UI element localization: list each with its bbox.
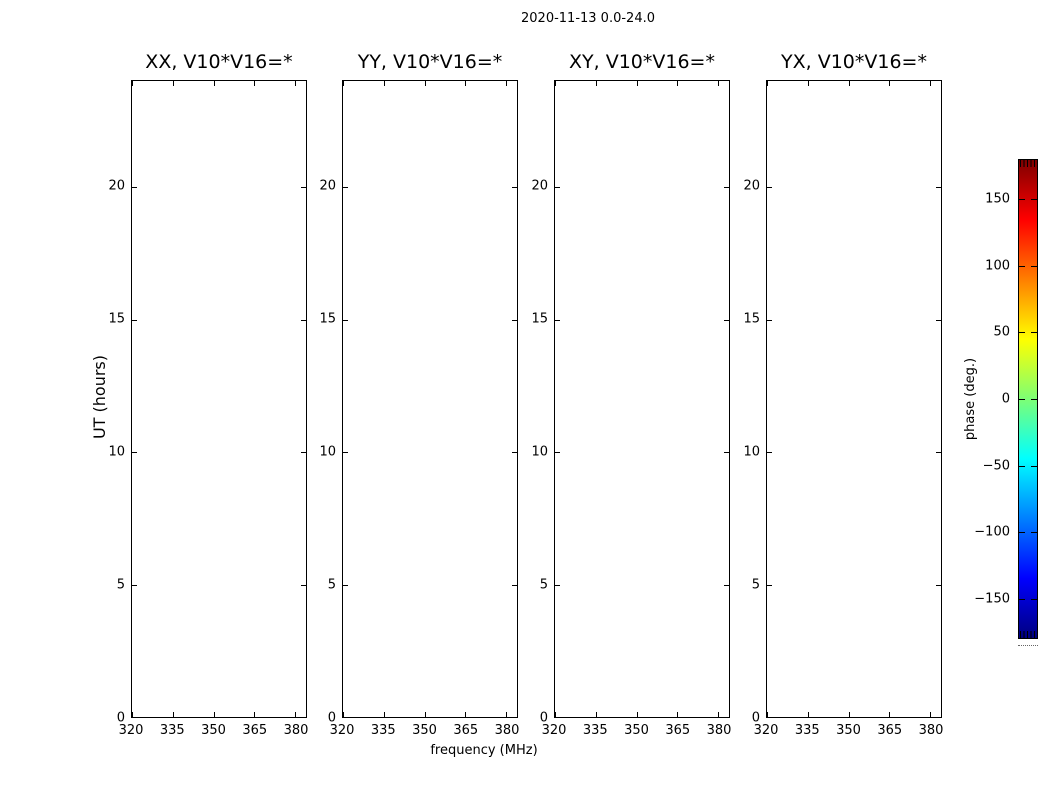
y-tick-mark [301, 187, 306, 188]
y-tick-label: 5 [539, 577, 548, 593]
x-tick-mark [637, 81, 638, 86]
x-tick-mark [767, 81, 768, 86]
colorbar-tick-label: −50 [982, 458, 1010, 474]
x-tick-label: 320 [329, 723, 355, 738]
x-tick-mark [555, 81, 556, 86]
y-tick-label: 10 [319, 444, 336, 460]
y-tick-label: 15 [743, 311, 760, 327]
y-tick-mark [343, 585, 348, 586]
colorbar-tick-mark [1031, 266, 1037, 267]
x-tick-mark [343, 712, 344, 717]
y-tick-mark [512, 320, 517, 321]
colorbar-tick-mark [1019, 332, 1025, 333]
y-tick-label: 15 [108, 311, 125, 327]
x-tick-mark [718, 81, 719, 86]
colorbar-tick-mark [1031, 599, 1037, 600]
y-tick-mark [936, 452, 941, 453]
x-tick-label: 335 [582, 723, 608, 738]
colorbar-tick-mark [1019, 599, 1025, 600]
x-tick-mark [849, 81, 850, 86]
y-tick-mark [132, 585, 137, 586]
x-tick-label: 335 [794, 723, 820, 738]
subplot-title: XY, V10*V16=* [569, 51, 715, 73]
x-tick-mark [849, 712, 850, 717]
colorbar-tick-label: 0 [1001, 391, 1010, 407]
x-tick-label: 350 [201, 723, 226, 738]
colorbar-tick-mark [1031, 532, 1037, 533]
subplot-title: XX, V10*V16=* [145, 51, 293, 73]
y-tick-mark [936, 320, 941, 321]
x-tick-label: 350 [624, 723, 649, 738]
y-tick-mark [555, 452, 560, 453]
x-tick-label: 365 [877, 723, 903, 738]
y-tick-mark [724, 585, 729, 586]
y-tick-mark [936, 585, 941, 586]
x-tick-mark [425, 712, 426, 717]
x-tick-label: 320 [541, 723, 567, 738]
y-tick-mark [512, 187, 517, 188]
x-tick-label: 365 [453, 723, 479, 738]
y-tick-label: 15 [531, 311, 548, 327]
y-tick-mark [343, 320, 348, 321]
x-tick-mark [214, 712, 215, 717]
x-tick-mark [384, 81, 385, 86]
y-tick-mark [936, 187, 941, 188]
x-tick-mark [465, 81, 466, 86]
x-axis-label: frequency (MHz) [430, 743, 538, 758]
x-tick-label: 380 [283, 723, 309, 738]
x-tick-mark [254, 81, 255, 86]
x-tick-label: 380 [706, 723, 732, 738]
x-tick-label: 365 [242, 723, 268, 738]
plot-area [554, 80, 730, 718]
colorbar-tick-label: −100 [974, 524, 1010, 540]
x-tick-mark [132, 81, 133, 86]
y-tick-mark [512, 452, 517, 453]
x-tick-mark [718, 712, 719, 717]
y-axis-label: UT (hours) [90, 354, 109, 440]
x-tick-label: 380 [918, 723, 944, 738]
colorbar-tick-mark [1019, 532, 1025, 533]
x-tick-mark [677, 81, 678, 86]
y-tick-label: 5 [327, 577, 336, 593]
subplot-title: YX, V10*V16=* [781, 51, 927, 73]
y-tick-mark [301, 320, 306, 321]
subplot-title: YY, V10*V16=* [357, 51, 503, 73]
y-tick-label: 10 [108, 444, 125, 460]
colorbar-tick-mark [1031, 399, 1037, 400]
x-tick-label: 335 [159, 723, 185, 738]
x-tick-mark [930, 81, 931, 86]
colorbar-end-hatch-bottom [1020, 631, 1036, 638]
y-tick-mark [132, 320, 137, 321]
y-tick-label: 0 [751, 710, 760, 726]
colorbar-tick-label: −150 [974, 591, 1010, 607]
x-tick-mark [384, 712, 385, 717]
y-tick-label: 0 [327, 710, 336, 726]
colorbar-tick-label: 100 [985, 258, 1010, 274]
y-tick-label: 20 [108, 178, 125, 194]
x-tick-mark [214, 81, 215, 86]
x-tick-label: 320 [118, 723, 144, 738]
x-tick-label: 350 [836, 723, 861, 738]
colorbar-tick-mark [1031, 466, 1037, 467]
y-tick-label: 20 [743, 178, 760, 194]
x-tick-mark [506, 712, 507, 717]
colorbar-tick-mark [1031, 332, 1037, 333]
y-tick-mark [132, 187, 137, 188]
y-tick-mark [767, 452, 772, 453]
figure-title: 2020-11-13 0.0-24.0 [521, 11, 655, 26]
plot-area [766, 80, 942, 718]
y-tick-mark [555, 320, 560, 321]
y-tick-label: 10 [531, 444, 548, 460]
y-tick-label: 20 [531, 178, 548, 194]
x-tick-mark [465, 712, 466, 717]
x-tick-label: 335 [370, 723, 396, 738]
y-tick-label: 0 [539, 710, 548, 726]
y-tick-mark [724, 452, 729, 453]
colorbar-tick-label: 50 [993, 324, 1010, 340]
x-tick-mark [343, 81, 344, 86]
x-tick-mark [596, 712, 597, 717]
y-tick-label: 10 [743, 444, 760, 460]
colorbar-tick-mark [1019, 199, 1025, 200]
colorbar-tick-mark [1019, 399, 1025, 400]
colorbar-label: phase (deg.) [963, 357, 978, 441]
x-tick-mark [506, 81, 507, 86]
x-tick-label: 380 [494, 723, 520, 738]
x-tick-mark [808, 712, 809, 717]
y-tick-mark [343, 452, 348, 453]
x-tick-mark [295, 81, 296, 86]
x-tick-mark [425, 81, 426, 86]
x-tick-mark [637, 712, 638, 717]
y-tick-label: 20 [319, 178, 336, 194]
colorbar-tick-label: 150 [985, 191, 1010, 207]
y-tick-mark [343, 187, 348, 188]
x-tick-mark [555, 712, 556, 717]
y-tick-mark [132, 452, 137, 453]
x-tick-label: 365 [665, 723, 691, 738]
x-tick-mark [132, 712, 133, 717]
x-tick-mark [889, 81, 890, 86]
y-tick-mark [301, 452, 306, 453]
colorbar-tick-mark [1019, 466, 1025, 467]
x-tick-mark [295, 712, 296, 717]
y-tick-mark [767, 320, 772, 321]
colorbar-dotted-edge [1018, 645, 1038, 646]
y-tick-label: 5 [116, 577, 125, 593]
y-tick-mark [767, 585, 772, 586]
x-tick-mark [173, 81, 174, 86]
colorbar-end-hatch-top [1020, 160, 1036, 167]
x-tick-mark [173, 712, 174, 717]
plot-area [131, 80, 307, 718]
x-tick-label: 320 [753, 723, 779, 738]
x-tick-mark [677, 712, 678, 717]
colorbar-tick-mark [1019, 266, 1025, 267]
x-tick-mark [254, 712, 255, 717]
x-tick-mark [767, 712, 768, 717]
y-tick-label: 0 [116, 710, 125, 726]
x-tick-mark [808, 81, 809, 86]
y-tick-mark [555, 187, 560, 188]
y-tick-mark [724, 320, 729, 321]
y-tick-mark [767, 187, 772, 188]
y-tick-label: 5 [751, 577, 760, 593]
y-tick-mark [555, 585, 560, 586]
colorbar-tick-mark [1031, 199, 1037, 200]
x-tick-mark [596, 81, 597, 86]
y-tick-mark [724, 187, 729, 188]
x-tick-mark [930, 712, 931, 717]
plot-area [342, 80, 518, 718]
x-tick-mark [889, 712, 890, 717]
x-tick-label: 350 [412, 723, 437, 738]
y-tick-mark [301, 585, 306, 586]
y-tick-mark [512, 585, 517, 586]
y-tick-label: 15 [319, 311, 336, 327]
